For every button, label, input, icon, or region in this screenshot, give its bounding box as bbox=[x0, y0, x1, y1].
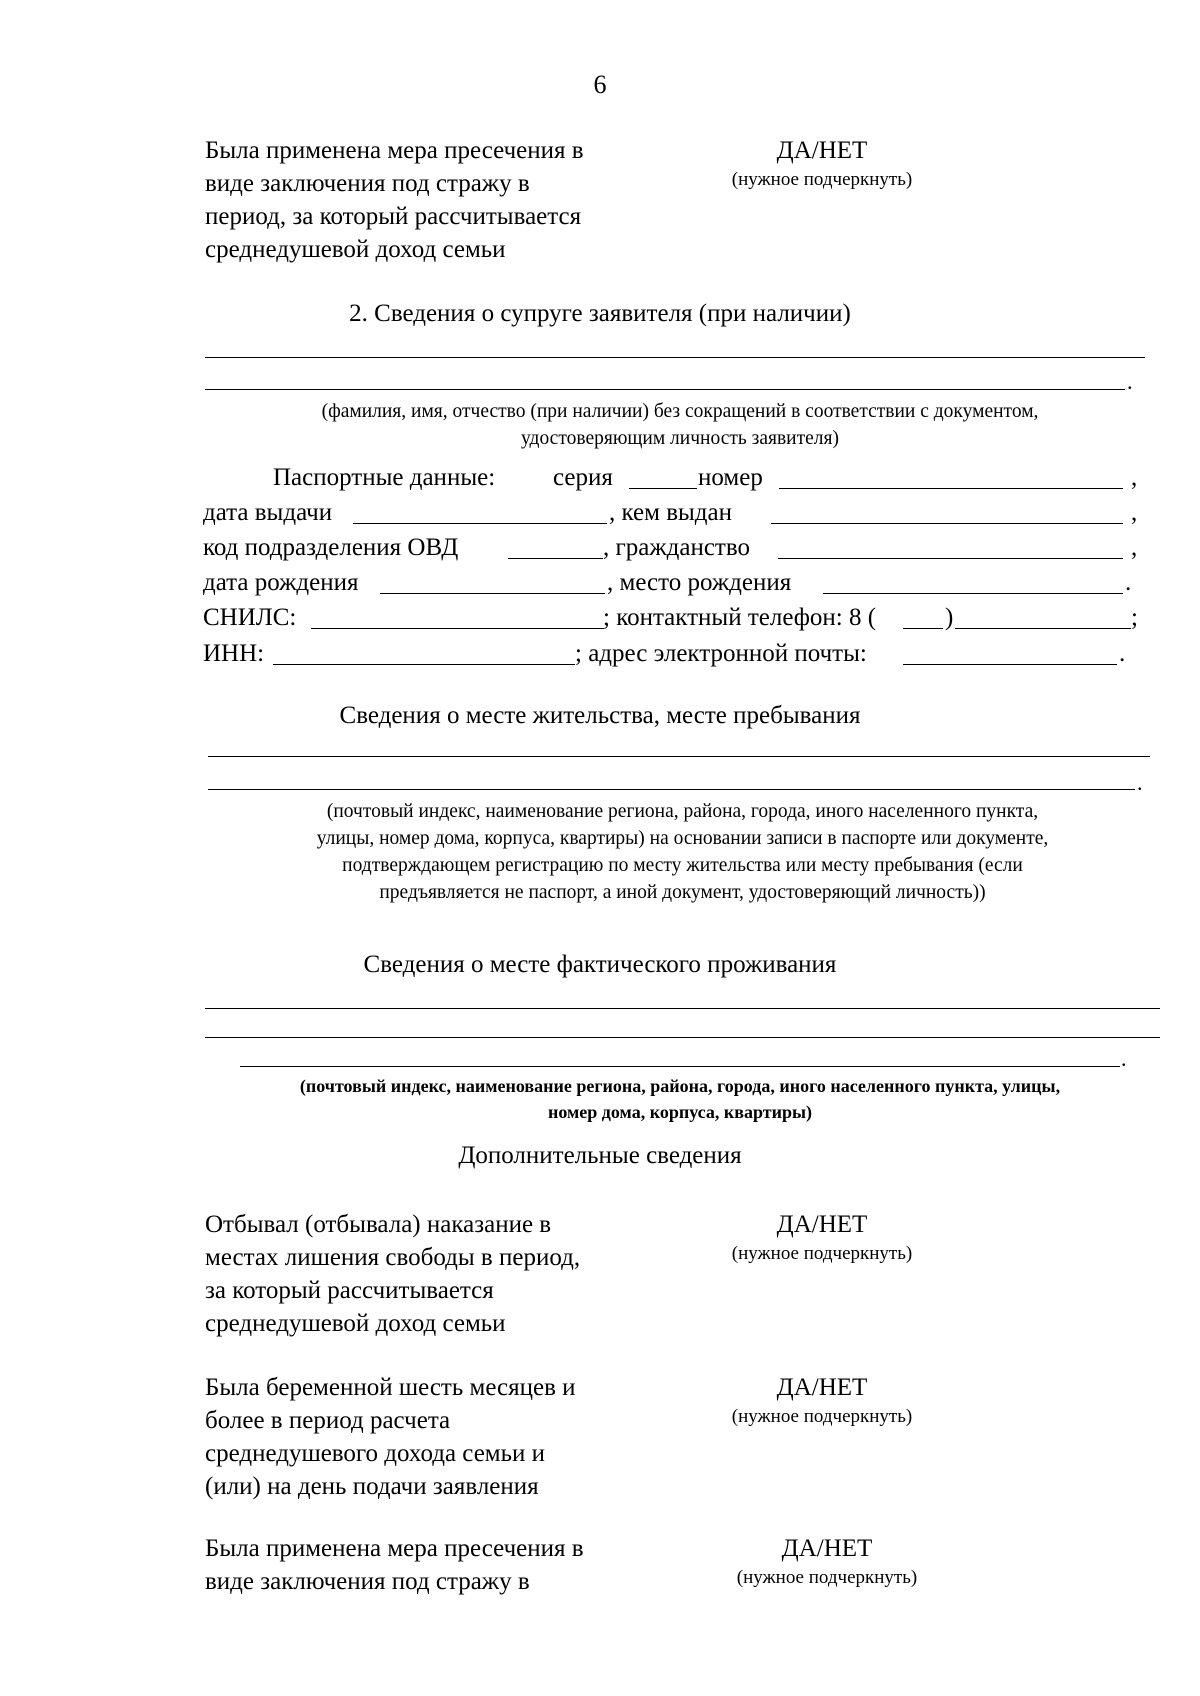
spouse-section-title: 2. Сведения о супруге заявителя (при наличии) bbox=[349, 300, 851, 327]
additional-section-title: Дополнительные сведения bbox=[458, 1142, 742, 1169]
residence-hint: (почтовый индекс, наименование региона, района, города, иного населенного пункта, улицы, номер дома, корпуса, квартиры) на основании записи в паспорте или документе, подтверждающем регистрацию по месту жительства или месту пребывания (если предъявляется не паспорт, а иной документ, удостоверяющий личность)) bbox=[316, 801, 1049, 903]
question-line: среднедушевой доход семьи bbox=[205, 236, 506, 263]
yes-no-label[interactable]: ДА/НЕТ bbox=[776, 1211, 868, 1238]
question-prison: Отбывал (отбывала) наказание в местах лишения свободы в период, за который рассчитывается среднедушевой доход семьи bbox=[205, 1211, 581, 1337]
phone-label: ; контактный телефон: 8 ( bbox=[603, 604, 877, 631]
snils-label: СНИЛС: bbox=[203, 604, 297, 631]
citizenship-field[interactable] bbox=[778, 558, 1123, 559]
birth-place-field[interactable] bbox=[823, 593, 1123, 594]
actual-residence-hint: (почтовый индекс, наименование региона, района, города, иного населенного пункта, улицы, номер дома, корпуса, квартиры) bbox=[299, 1076, 1061, 1122]
yes-no-label[interactable]: ДА/НЕТ bbox=[781, 1535, 873, 1562]
underline-hint: (нужное подчеркнуть) bbox=[731, 169, 913, 190]
yes-no-choice-pregnant[interactable] bbox=[692, 1371, 952, 1430]
issue-date-label: дата выдачи bbox=[203, 499, 333, 526]
issue-date-field[interactable] bbox=[353, 523, 607, 524]
phone-area-code-field[interactable] bbox=[903, 628, 943, 629]
issued-by-label: , кем выдан bbox=[609, 499, 732, 526]
yes-no-choice-detention-top[interactable] bbox=[692, 134, 952, 193]
phone-number-field[interactable] bbox=[955, 628, 1131, 629]
birth-date-field[interactable] bbox=[380, 593, 605, 594]
inn-field[interactable] bbox=[273, 664, 575, 665]
passport-row-6: ИНН: ; адрес электронной почты: . bbox=[203, 637, 1158, 670]
passport-row-5: СНИЛС: ; контактный телефон: 8 ( ) ; bbox=[203, 601, 1158, 634]
actual-residence-line-2[interactable] bbox=[205, 1037, 1160, 1038]
passport-row-4: дата рождения , место рождения . bbox=[203, 566, 1158, 599]
issued-by-field[interactable] bbox=[771, 523, 1123, 524]
yes-no-label[interactable]: ДА/НЕТ bbox=[776, 1374, 868, 1401]
residence-section-title: Сведения о месте жительства, месте пребывания bbox=[339, 702, 861, 729]
actual-residence-line-1[interactable] bbox=[205, 1008, 1160, 1009]
question-line: виде заключения под стражу в bbox=[205, 170, 530, 197]
snils-field[interactable] bbox=[311, 628, 604, 629]
spouse-name-line-2[interactable] bbox=[205, 389, 1125, 390]
underline-hint: (нужное подчеркнуть) bbox=[731, 1406, 913, 1427]
question-pregnant: Была беременной шесть месяцев и более в период расчета среднедушевого дохода семьи и (или) на день подачи заявления bbox=[205, 1374, 576, 1500]
residence-line-1[interactable] bbox=[208, 756, 1150, 757]
email-field[interactable] bbox=[903, 664, 1117, 665]
question-line: Была применена мера пресечения в bbox=[205, 137, 584, 164]
division-code-label: код подразделения ОВД bbox=[203, 534, 459, 561]
passport-label: Паспортные данные: bbox=[273, 464, 496, 491]
passport-row-1: Паспортные данные: серия номер , bbox=[203, 461, 1158, 494]
question-detention-bottom: Была применена мера пресечения в виде заключения под стражу в bbox=[205, 1535, 584, 1595]
email-label: ; адрес электронной почты: bbox=[575, 640, 867, 667]
spouse-name-hint: (фамилия, имя, отчество (при наличии) без сокращений в соответствии с документом, удостоверяющим личность заявителя) bbox=[321, 401, 1039, 449]
actual-residence-line-3[interactable] bbox=[240, 1066, 1120, 1067]
yes-no-label[interactable]: ДА/НЕТ bbox=[776, 137, 868, 164]
citizenship-label: , гражданство bbox=[603, 534, 750, 561]
yes-no-choice-detention-bottom[interactable] bbox=[697, 1532, 957, 1591]
spouse-name-line-1[interactable] bbox=[205, 357, 1145, 358]
passport-row-3: код подразделения ОВД , гражданство , bbox=[203, 531, 1158, 564]
page-number: 6 bbox=[593, 70, 607, 99]
spouse-name-period: . bbox=[1127, 369, 1133, 394]
document-page: 6 Была применена мера пресечения в виде заключения под стражу в период, за который рассчитывается среднедушевой доход семьи ДА/НЕТ (нужное подчеркнуть) 2. Сведения о супруге заявителя (при наличии) . (фамилия, имя, отчество (при наличии) без сокращений в соответствии с документом, удостоверяющим личность заявителя) Паспортные данные: серия номер , дата выдачи , кем выдан , код подразделения ОВД , гражданство , дата рождения , место рождения . СНИЛС: ; контактный телефон: 8 ( ) ; ИНН: ; адрес электронной почты: . Сведения о месте жительства, месте пребывания . (почтовый индекс, наименование региона, района, города, иного населенного пункта, улицы, номер дома, корпуса, квартиры) на основании записи в паспорте или документе, подтверждающем регистрацию по месту жительства или месту пребывания (если предъявляется не паспорт, а иной документ, удостоверяющий личность)) Сведения о месте фактического проживания . (почтовый индекс, наименование региона, района, города, иного населенного пункта, улицы, номер дома, корпуса, квартиры) Дополнительные сведения Отбывал (отбывала) наказание в местах лишения свободы в период, за который рассчитывается среднедушевой доход семьи ДА/НЕТ (нужное подчеркнуть) Была беременной шесть месяцев и более в период расчета среднедушевого дохода семьи и (или) на день подачи заявления ДА/НЕТ (нужное подчеркнуть) Была применена мера пресечения в виде заключения под стражу в ДА/НЕТ (нужное подчеркнуть) bbox=[0, 0, 1200, 1696]
underline-hint: (нужное подчеркнуть) bbox=[731, 1243, 913, 1264]
birth-place-label: , место рождения bbox=[607, 569, 792, 596]
inn-label: ИНН: bbox=[203, 640, 265, 667]
passport-number-field[interactable] bbox=[779, 488, 1123, 489]
residence-line-2[interactable] bbox=[208, 789, 1135, 790]
actual-residence-section-title: Сведения о месте фактического проживания bbox=[363, 951, 837, 978]
underline-hint: (нужное подчеркнуть) bbox=[736, 1567, 918, 1588]
question-line: период, за который рассчитывается bbox=[205, 203, 582, 230]
series-label: серия bbox=[553, 464, 613, 491]
birth-date-label: дата рождения bbox=[203, 569, 359, 596]
question-detention-top bbox=[205, 134, 665, 266]
number-label: номер bbox=[698, 464, 763, 491]
passport-row-2: дата выдачи , кем выдан , bbox=[203, 496, 1158, 529]
division-code-field[interactable] bbox=[508, 558, 603, 559]
yes-no-choice-prison[interactable] bbox=[692, 1208, 952, 1267]
passport-series-field[interactable] bbox=[629, 488, 697, 489]
